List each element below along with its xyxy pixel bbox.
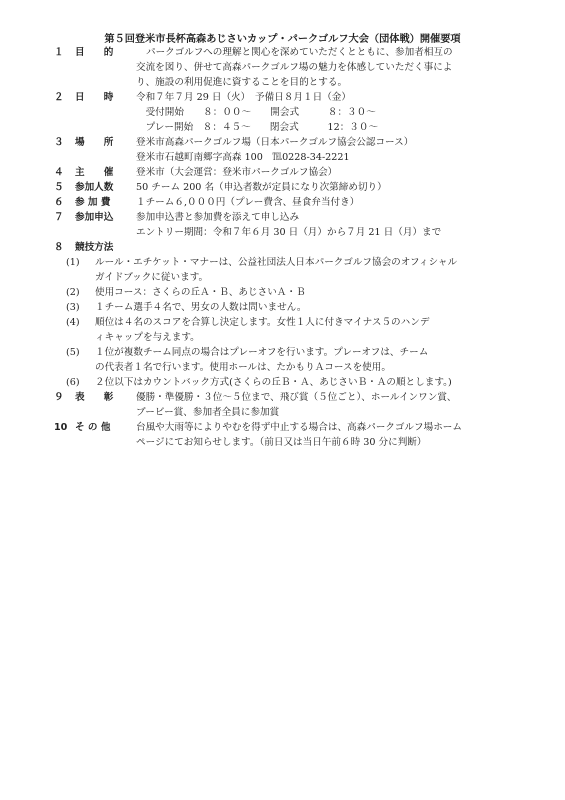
rule-number: (1) xyxy=(66,257,80,268)
section-number: ３ xyxy=(54,137,64,148)
rule-line: 順位は４名のスコアを合算し決定します。女性１人に付きマイナス５のハンデ xyxy=(95,317,430,328)
section-body xyxy=(136,210,561,240)
section-label: 表 彰 xyxy=(75,392,114,403)
section-line: り、施設の利用促進に資することを目的とする。 xyxy=(136,77,348,88)
section-line: 登米市（大会運営：登米市パークゴルフ協会） xyxy=(136,167,338,178)
section-number: ５ xyxy=(54,182,64,193)
section-label: 参 加 費 xyxy=(75,197,111,208)
section-line: 参加申込書と参加費を添えて申し込み xyxy=(136,212,300,223)
rule-line: ルール・エチケット・マナーは、公益社団法人日本パークゴルフ協会のオフィシャル xyxy=(95,257,458,268)
section-body xyxy=(136,90,561,135)
rule-line: １チーム選手４名で、男女の人数は問いません。 xyxy=(95,302,307,313)
section-line: 受付開始 ８：００～ 開会式 ８：３０～ xyxy=(136,107,376,118)
document-title: 第５回登米市長杯高森あじさいカップ・パークゴルフ大会（団体戦）開催要項 xyxy=(104,34,461,45)
section-label: 主 催 xyxy=(75,167,114,178)
rule-line: の代表者１名で行います。使用ホールは、たかもりＡコースを使用。 xyxy=(95,362,391,373)
rule-line: １位が複数チーム同点の場合はプレーオフを行います。プレーオフは、チーム xyxy=(95,347,429,358)
section-line: 交流を図り、併せて高森パークゴルフ場の魅力を体感していただく事によ xyxy=(136,62,453,73)
section-body xyxy=(136,390,561,420)
section-label: 目 的 xyxy=(75,47,114,58)
section-number: 10 xyxy=(54,422,68,433)
section-line: ブービー賞、参加者全員に参加賞 xyxy=(136,407,280,418)
section-number: ６ xyxy=(54,197,64,208)
rule-line: ガイドブックに従います。 xyxy=(95,272,209,283)
rule-number: (4) xyxy=(66,317,80,328)
section-number: ８ xyxy=(54,242,64,253)
section-number: ２ xyxy=(54,92,64,103)
section-body xyxy=(136,195,561,210)
rule-number: (5) xyxy=(66,347,80,358)
section-line: 台風や大雨等によりやむを得ず中止する場合は、高森パークゴルフ場ホーム xyxy=(136,422,462,433)
rule-number: (3) xyxy=(66,302,80,313)
section-number: ４ xyxy=(54,167,64,178)
section-line: 登米市高森パークゴルフ場（日本パークゴルフ協会公認コース） xyxy=(136,137,414,148)
section-body xyxy=(136,135,561,165)
section-label: そ の 他 xyxy=(75,422,111,433)
section-number: ７ xyxy=(54,212,64,223)
section-line: パークゴルフへの理解と関心を深めていただくとともに、参加者相互の xyxy=(146,47,453,58)
section-line: 優勝・準優勝・３位～５位まで、飛び賞（５位ごと）、ホールインワン賞、 xyxy=(136,392,457,403)
section-label: 参加申込 xyxy=(75,212,114,223)
rule-text xyxy=(95,285,525,300)
section-label: 競技方法 xyxy=(75,242,114,253)
section-line: プレー開始 ８：４５～ 閉会式 12：３０～ xyxy=(136,122,379,133)
rule-text xyxy=(95,345,525,375)
rule-number: (2) xyxy=(66,287,80,298)
section-label: 参加人数 xyxy=(75,182,114,193)
rule-text xyxy=(95,315,525,345)
section-line: エントリー期間：令和７年６月 30 日（月）から７月 21 日（月）まで xyxy=(136,227,442,238)
section-body xyxy=(136,165,561,180)
section-line: 登米市石越町南郷字高森 100 ℡0228-34-2221 xyxy=(136,152,350,163)
rule-text xyxy=(95,375,525,390)
rule-number: (6) xyxy=(66,377,80,388)
section-number: ９ xyxy=(54,392,64,403)
section-label: 日 時 xyxy=(75,92,114,103)
section-line: ページにてお知らせします。（前日又は当日午前６時 30 分に判断） xyxy=(136,437,427,448)
rule-line: ィキャップを与えます。 xyxy=(95,332,200,343)
rule-line: ２位以下はカウントバック方式(さくらの丘Ｂ・Ａ、あじさいＢ・Ａの順とします。) xyxy=(95,377,452,388)
section-line: 令和７年７月 29 日（火） 予備日８月１日（金） xyxy=(136,92,351,103)
section-body xyxy=(136,180,561,195)
rule-line: 使用コース：さくらの丘Ａ・Ｂ、あじさいＡ・Ｂ xyxy=(95,287,306,298)
section-label: 場 所 xyxy=(75,137,114,148)
section-number: １ xyxy=(54,47,64,58)
rule-text xyxy=(95,255,525,285)
section-line: 50 チーム 200 名（申込者数が定員になり次第締め切り） xyxy=(136,182,387,193)
rule-text xyxy=(95,300,525,315)
section-line: １チーム６,０００円（プレー費含、昼食弁当付き） xyxy=(136,197,360,208)
section-body xyxy=(136,45,561,90)
section-body xyxy=(136,420,561,450)
